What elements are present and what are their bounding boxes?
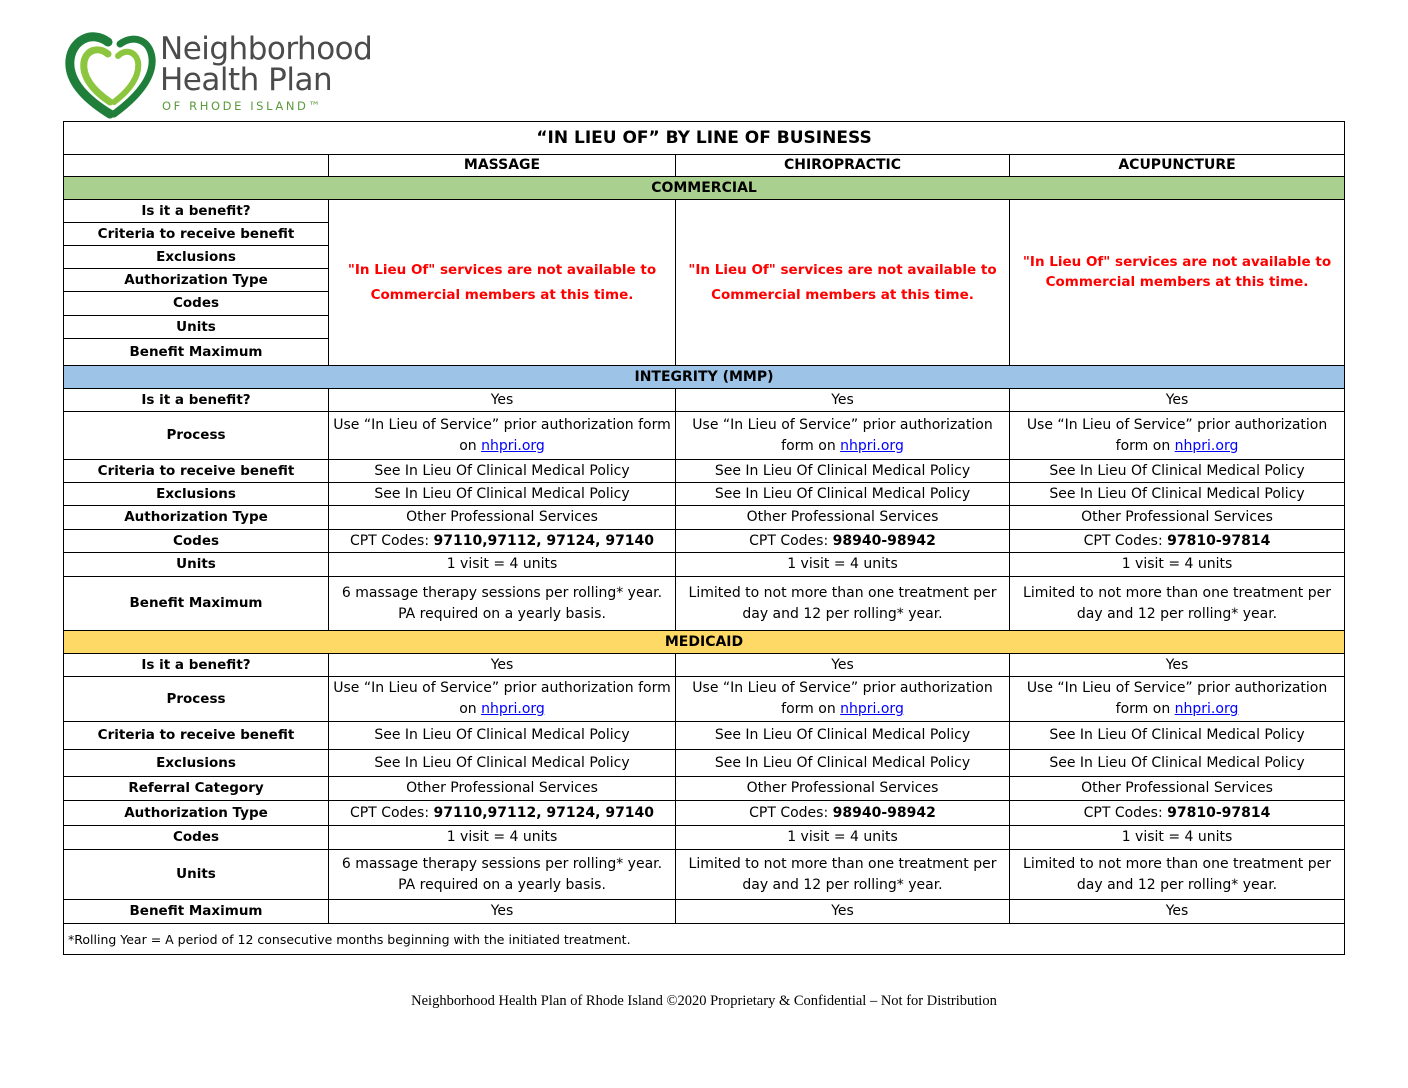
- notice-line-2: Commercial members at this time.: [370, 286, 634, 303]
- notice-line-1: "In Lieu Of" services are not available to: [1022, 253, 1332, 270]
- table-cell: [329, 553, 676, 577]
- table-cell: [676, 412, 1010, 460]
- table-cell: [1010, 483, 1345, 506]
- cell-text: 1 visit = 4 units: [446, 829, 558, 845]
- table-cell: [329, 412, 676, 460]
- cpt-codes: 98940-98942: [832, 804, 936, 821]
- cell-text: Other Professional Services: [406, 509, 598, 525]
- row-label: Process: [64, 677, 329, 722]
- table-cell: [676, 900, 1010, 924]
- process-text: Use “In Lieu of Service” prior authorization form on: [1026, 416, 1328, 454]
- nhpri-link[interactable]: nhpri.org: [481, 437, 545, 454]
- table-row: [64, 850, 1345, 900]
- cell-text: See In Lieu Of Clinical Medical Policy: [374, 754, 630, 771]
- codes-prefix: CPT Codes:: [1083, 804, 1168, 821]
- nhpri-link[interactable]: nhpri.org: [840, 437, 904, 454]
- row-label: Criteria to receive benefit: [64, 223, 329, 246]
- table-cell: [1010, 826, 1345, 850]
- row-label: Exclusions: [64, 483, 329, 506]
- table-cell: [676, 577, 1010, 631]
- table-cell: [676, 750, 1010, 777]
- table-cell: [1010, 654, 1345, 677]
- table-row: [64, 530, 1345, 553]
- cell-text: See In Lieu Of Clinical Medical Policy: [1049, 485, 1305, 502]
- section-integrity: [64, 366, 1345, 389]
- cell-text: See In Lieu Of Clinical Medical Policy: [374, 727, 630, 743]
- row-label: Codes: [64, 292, 329, 316]
- section-commercial: [64, 177, 1345, 200]
- in-lieu-of-table: [63, 121, 1345, 955]
- table-row: [64, 553, 1345, 577]
- row-label: Is it a benefit?: [64, 200, 329, 223]
- notice-line-1: "In Lieu Of" services are not available to: [688, 261, 997, 278]
- row-label: Units: [64, 316, 329, 339]
- logo-line-3: OF RHODE ISLAND™: [162, 99, 323, 113]
- cell-text: 1 visit = 4 units: [1121, 556, 1233, 572]
- cell-text: Yes: [490, 656, 514, 673]
- codes-prefix: CPT Codes:: [1083, 532, 1168, 549]
- table-row: [64, 677, 1345, 722]
- cell-text: Other Professional Services: [746, 509, 939, 525]
- column-header-row: [64, 155, 1345, 177]
- cell-text: Yes: [831, 903, 854, 919]
- cell-text: Yes: [1165, 903, 1189, 919]
- cell-text: Other Professional Services: [1081, 509, 1273, 525]
- row-label: Codes: [64, 530, 329, 553]
- table-cell: [1010, 530, 1345, 553]
- company-logo: [64, 28, 384, 120]
- row-label: Units: [64, 553, 329, 577]
- table-cell: [329, 389, 676, 412]
- table-cell: [676, 654, 1010, 677]
- logo-line-1: Neighborhood: [160, 31, 373, 67]
- codes-prefix: CPT Codes:: [749, 804, 833, 821]
- commercial-notice: [329, 200, 676, 366]
- table-cell: [329, 654, 676, 677]
- table-cell: [329, 483, 676, 506]
- cell-text: Yes: [1165, 391, 1189, 408]
- row-label: Benefit Maximum: [64, 900, 329, 924]
- cell-text: See In Lieu Of Clinical Medical Policy: [714, 727, 971, 743]
- section-title: INTEGRITY (MMP): [64, 366, 1345, 389]
- table-row: [64, 577, 1345, 631]
- column-header-acupuncture: ACUPUNCTURE: [1010, 155, 1345, 177]
- cell-text: Other Professional Services: [406, 780, 598, 796]
- table-cell: [676, 389, 1010, 412]
- footnote-text: *Rolling Year = A period of 12 consecutive months beginning with the initiated treatment.: [68, 931, 631, 947]
- row-label: Criteria to receive benefit: [64, 722, 329, 750]
- nhpri-link[interactable]: nhpri.org: [1174, 701, 1239, 717]
- logo-line-2: Health Plan: [160, 62, 333, 98]
- cell-text: 6 massage therapy sessions per rolling* year. PA required on a yearly basis.: [341, 584, 663, 622]
- row-label: Is it a benefit?: [64, 654, 329, 677]
- table-cell: [329, 750, 676, 777]
- column-header-massage: MASSAGE: [329, 155, 676, 177]
- table-row: [64, 801, 1345, 826]
- cell-text: See In Lieu Of Clinical Medical Policy: [374, 462, 630, 479]
- table-cell: [676, 722, 1010, 750]
- table-cell: [1010, 777, 1345, 801]
- section-title: COMMERCIAL: [64, 177, 1345, 200]
- cpt-codes: 98940-98942: [832, 532, 936, 549]
- table-cell: [1010, 412, 1345, 460]
- cpt-codes: 97810-97814: [1167, 804, 1271, 821]
- codes-prefix: CPT Codes:: [349, 804, 434, 821]
- table-cell: [676, 483, 1010, 506]
- notice-line-2: Commercial members at this time.: [711, 286, 974, 303]
- nhpri-link[interactable]: nhpri.org: [1174, 437, 1239, 454]
- table-cell: [676, 677, 1010, 722]
- table-row: [64, 412, 1345, 460]
- cpt-codes: 97110,97112, 97124, 97140: [433, 532, 655, 549]
- table-cell: [329, 826, 676, 850]
- cell-text: Other Professional Services: [746, 780, 939, 796]
- section-title: MEDICAID: [64, 631, 1345, 654]
- cell-text: See In Lieu Of Clinical Medical Policy: [714, 754, 971, 771]
- table-cell: [329, 677, 676, 722]
- table-cell: [329, 801, 676, 826]
- table-row: [64, 722, 1345, 750]
- cell-text: Yes: [831, 391, 854, 408]
- table-cell: [1010, 850, 1345, 900]
- row-label: Codes: [64, 826, 329, 850]
- process-text: Use “In Lieu of Service” prior authorization form on: [692, 416, 993, 454]
- process-text: Use “In Lieu of Service” prior authorization form on: [333, 680, 671, 717]
- section-medicaid: [64, 631, 1345, 654]
- table-row: [64, 460, 1345, 483]
- commercial-notice: [1010, 200, 1345, 366]
- table-cell: [676, 777, 1010, 801]
- table-title: “IN LIEU OF” BY LINE OF BUSINESS: [64, 122, 1345, 155]
- process-text: Use “In Lieu of Service” prior authorization form on: [333, 416, 671, 454]
- table-row: [64, 200, 1345, 223]
- table-row: [64, 777, 1345, 801]
- table-cell: [676, 460, 1010, 483]
- cell-text: Limited to not more than one treatment per day and 12 per rolling* year.: [688, 855, 997, 893]
- process-text: Use “In Lieu of Service” prior authorization form on: [692, 680, 993, 717]
- table-cell: [1010, 801, 1345, 826]
- cell-text: 6 massage therapy sessions per rolling* year. PA required on a yearly basis.: [341, 855, 663, 893]
- cell-text: See In Lieu Of Clinical Medical Policy: [714, 462, 971, 479]
- table-cell: [329, 850, 676, 900]
- table-row: [64, 826, 1345, 850]
- page-footer: Neighborhood Health Plan of Rhode Island ©2020 Proprietary & Confidential – Not for Distribution: [411, 993, 997, 1009]
- row-label: Benefit Maximum: [64, 577, 329, 631]
- table-cell: [1010, 750, 1345, 777]
- title-row: [64, 122, 1345, 155]
- table-cell: [1010, 460, 1345, 483]
- cell-text: See In Lieu Of Clinical Medical Policy: [374, 485, 630, 502]
- table-cell: [1010, 677, 1345, 722]
- codes-prefix: CPT Codes:: [749, 532, 833, 549]
- table-cell: [329, 777, 676, 801]
- table-cell: [676, 826, 1010, 850]
- codes-prefix: CPT Codes:: [349, 532, 434, 549]
- table-cell: [676, 530, 1010, 553]
- row-label: Benefit Maximum: [64, 339, 329, 366]
- notice-line-2: Commercial members at this time.: [1045, 273, 1309, 290]
- commercial-notice: [676, 200, 1010, 366]
- table-cell: [1010, 553, 1345, 577]
- notice-line-1: "In Lieu Of" services are not available to: [347, 261, 657, 278]
- footnote: [64, 924, 1345, 955]
- table-cell: [1010, 506, 1345, 530]
- cell-text: See In Lieu Of Clinical Medical Policy: [1049, 754, 1305, 771]
- row-label: Criteria to receive benefit: [64, 460, 329, 483]
- table-cell: [329, 577, 676, 631]
- table-cell: [676, 506, 1010, 530]
- table-cell: [1010, 900, 1345, 924]
- table-cell: [1010, 577, 1345, 631]
- row-label: Authorization Type: [64, 801, 329, 826]
- table-row: [64, 900, 1345, 924]
- cell-text: Limited to not more than one treatment per day and 12 per rolling* year.: [1023, 584, 1331, 622]
- cell-text: Limited to not more than one treatment per day and 12 per rolling* year.: [1023, 855, 1331, 893]
- row-label: Is it a benefit?: [64, 389, 329, 412]
- table-cell: [1010, 389, 1345, 412]
- cell-text: 1 visit = 4 units: [446, 556, 558, 572]
- table-cell: [329, 460, 676, 483]
- cell-text: Yes: [490, 391, 514, 408]
- table-cell: [1010, 722, 1345, 750]
- row-label: Referral Category: [64, 777, 329, 801]
- process-text: Use “In Lieu of Service” prior authorization form on: [1026, 680, 1328, 717]
- table-row: [64, 389, 1345, 412]
- table-cell: [329, 722, 676, 750]
- column-header-chiropractic: CHIROPRACTIC: [676, 155, 1010, 177]
- nhpri-link[interactable]: nhpri.org: [481, 701, 545, 717]
- cell-text: See In Lieu Of Clinical Medical Policy: [1049, 727, 1305, 743]
- table-row: [64, 483, 1345, 506]
- row-label: Process: [64, 412, 329, 460]
- cpt-codes: 97110,97112, 97124, 97140: [433, 804, 655, 821]
- cell-text: 1 visit = 4 units: [1121, 829, 1233, 845]
- table-row: [64, 750, 1345, 777]
- row-label: Authorization Type: [64, 269, 329, 292]
- table-cell: [329, 530, 676, 553]
- cell-text: Yes: [490, 903, 514, 919]
- table-row: [64, 654, 1345, 677]
- cell-text: See In Lieu Of Clinical Medical Policy: [1049, 462, 1305, 479]
- footnote-row: [64, 924, 1345, 955]
- row-label: Units: [64, 850, 329, 900]
- table-cell: [329, 506, 676, 530]
- row-label: Exclusions: [64, 246, 329, 269]
- row-label: Exclusions: [64, 750, 329, 777]
- cell-text: Yes: [1165, 656, 1189, 673]
- cell-text: 1 visit = 4 units: [787, 829, 898, 845]
- cell-text: See In Lieu Of Clinical Medical Policy: [714, 485, 971, 502]
- nhpri-link[interactable]: nhpri.org: [840, 701, 904, 717]
- cell-text: Other Professional Services: [1081, 780, 1273, 796]
- table-cell: [676, 801, 1010, 826]
- cpt-codes: 97810-97814: [1167, 532, 1271, 549]
- table-cell: [676, 553, 1010, 577]
- empty-header-cell: [64, 155, 329, 177]
- table-row: [64, 506, 1345, 530]
- cell-text: Yes: [831, 656, 854, 673]
- cell-text: Limited to not more than one treatment per day and 12 per rolling* year.: [688, 584, 997, 622]
- heart-logo-icon: [64, 28, 160, 120]
- table-cell: [329, 900, 676, 924]
- cell-text: 1 visit = 4 units: [787, 556, 898, 572]
- row-label: Authorization Type: [64, 506, 329, 530]
- table-cell: [676, 850, 1010, 900]
